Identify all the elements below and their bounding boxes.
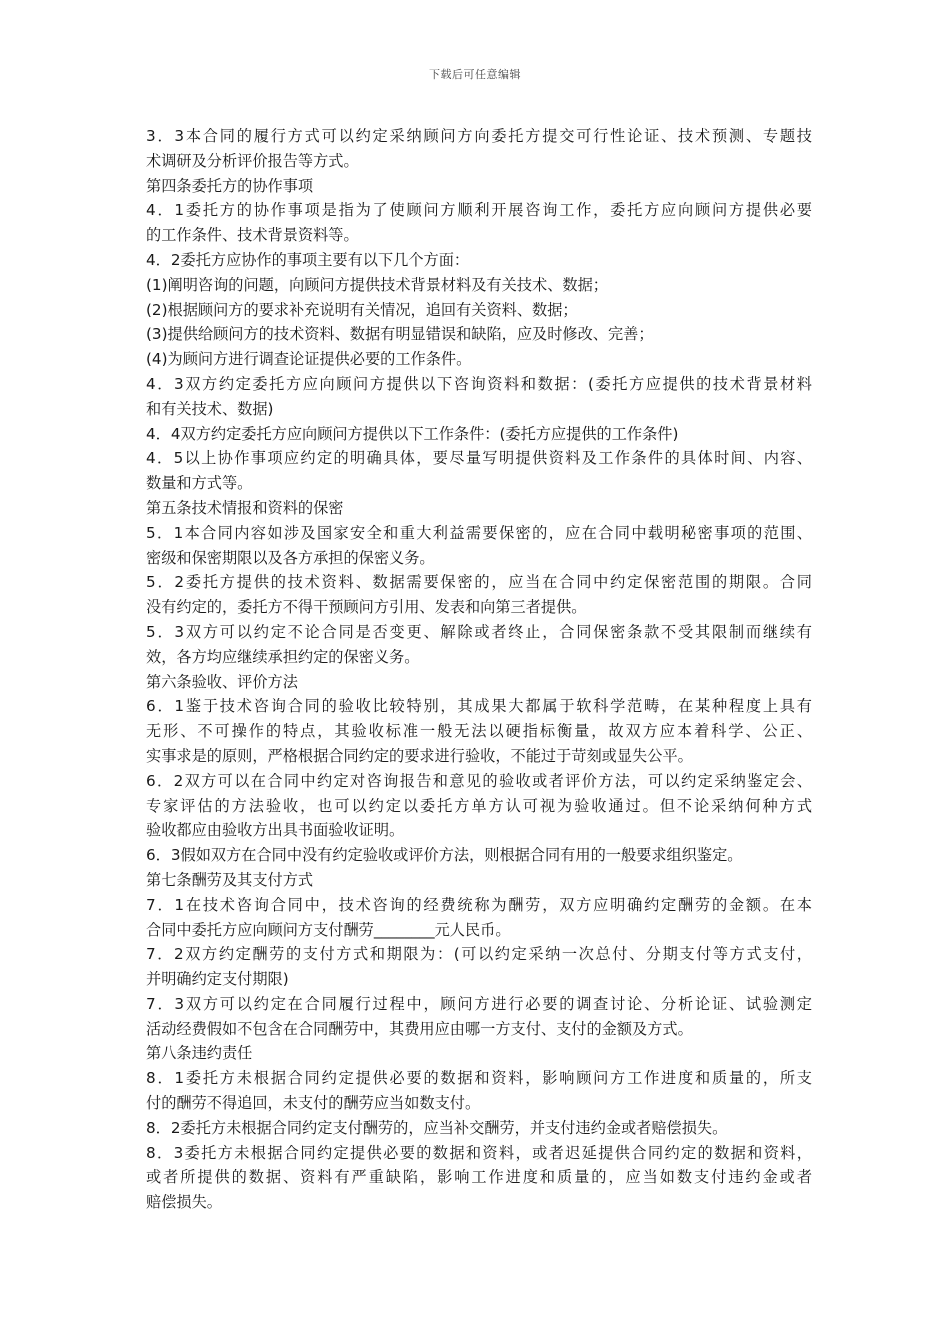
text-line: 6．2双方可以在合同中约定对咨询报告和意见的验收或者评价方法，可以约定采纳鉴定会、 <box>146 771 812 790</box>
text-line: 实事求是的原则，严格根据合同约定的要求进行验收，不能过于苛刻或显失公平。 <box>146 746 693 765</box>
document-body <box>146 124 812 1215</box>
text-line: 8．2委托方未根据合同约定支付酬劳的，应当补交酬劳，并支付违约金或者赔偿损失。 <box>146 1118 728 1137</box>
text-line: (2)根据顾问方的要求补充说明有关情况，追回有关资料、数据； <box>146 300 578 319</box>
text-line: 或者所提供的数据、资料有严重缺陷，影响工作进度和质量的，应当如数支付违约金或者 <box>146 1168 812 1187</box>
text-line: 6．1鉴于技术咨询合同的验收比较特别，其成果大都属于软科学范畴，在某种程度上具有 <box>146 697 812 716</box>
text-line: 4．2委托方应协作的事项主要有以下几个方面： <box>146 250 470 269</box>
text-line: 和有关技术、数据) <box>146 399 274 418</box>
page-header: 下载后可任意编辑 <box>429 68 521 81</box>
text-line: 5．3双方可以约定不论合同是否变更、解除或者终止，合同保密条款不受其限制而继续有 <box>146 622 812 641</box>
text-line: 第七条酬劳及其支付方式 <box>146 870 314 889</box>
text-line: 4．5以上协作事项应约定的明确具体，要尽量写明提供资料及工作条件的具体时间、内容、 <box>146 449 812 468</box>
text-line: 第六条验收、评价方法 <box>146 672 298 691</box>
text-line: 8．1委托方未根据合同约定提供必要的数据和资料，影响顾问方工作进度和质量的，所支 <box>146 1069 812 1088</box>
text-line: 专家评估的方法验收，也可以约定以委托方单方认可视为验收通过。但不论采纳何种方式 <box>146 796 812 815</box>
text-line: 活动经费假如不包含在合同酬劳中，其费用应由哪一方支付、支付的金额及方式。 <box>146 1019 693 1038</box>
text-line: 5．2委托方提供的技术资料、数据需要保密的，应当在合同中约定保密范围的期限。合同 <box>146 573 812 592</box>
text-line: 7．3双方可以约定在合同履行过程中，顾问方进行必要的调查讨论、分析论证、试验测定 <box>146 994 812 1013</box>
text-line: 付的酬劳不得追回，未支付的酬劳应当如数支付。 <box>146 1094 481 1113</box>
text-line: 第五条技术情报和资料的保密 <box>146 498 344 517</box>
text-line: 并明确约定支付期限) <box>146 970 289 989</box>
text-line: 4．1委托方的协作事项是指为了使顾问方顺利开展咨询工作，委托方应向顾问方提供必要 <box>146 201 812 220</box>
text-line: 无形、不可操作的特点，其验收标准一般无法以硬指标衡量，故双方应本着科学、公正、 <box>146 722 812 741</box>
text-line: 3．3本合同的履行方式可以约定采纳顾问方向委托方提交可行性论证、技术预测、专题技 <box>146 127 812 145</box>
text-line: 第八条违约责任 <box>146 1044 253 1063</box>
text-line: 没有约定的，委托方不得干预顾问方引用、发表和向第三者提供。 <box>146 598 587 617</box>
text-line: (3)提供给顾问方的技术资料、数据有明显错误和缺陷，应及时修改、完善； <box>146 325 654 344</box>
text-line: 术调研及分析评价报告等方式。 <box>146 151 359 170</box>
text-line: 的工作条件、技术背景资料等。 <box>146 226 359 245</box>
text-line: 密级和保密期限以及各方承担的保密义务。 <box>146 548 435 567</box>
text-line: 5．1本合同内容如涉及国家安全和重大利益需要保密的，应在合同中载明秘密事项的范围、 <box>146 523 812 542</box>
text-line: 合同中委托方应向顾问方支付酬劳________元人民币。 <box>146 920 511 939</box>
text-line: 4．3双方约定委托方应向顾问方提供以下咨询资料和数据：(委托方应提供的技术背景材料 <box>146 374 812 393</box>
text-line: 7．1在技术咨询合同中，技术咨询的经费统称为酬劳，双方应明确约定酬劳的金额。在本 <box>146 895 812 914</box>
text-line: 7．2双方约定酬劳的支付方式和期限为：(可以约定采纳一次总付、分期支付等方式支付， <box>146 945 812 964</box>
text-line: (1)阐明咨询的问题，向顾问方提供技术背景材料及有关技术、数据； <box>146 275 608 294</box>
text-line: 验收都应由验收方出具书面验收证明。 <box>146 821 405 840</box>
text-line: 4．4双方约定委托方应向顾问方提供以下工作条件：(委托方应提供的工作条件) <box>146 424 679 443</box>
text-line: 8．3委托方未根据合同约定提供必要的数据和资料，或者迟延提供合同约定的数据和资料， <box>146 1143 812 1162</box>
text-line: 数量和方式等。 <box>146 474 253 493</box>
text-line: 第四条委托方的协作事项 <box>146 176 314 195</box>
text-line: 赔偿损失。 <box>146 1193 222 1212</box>
text-line: 6．3假如双方在合同中没有约定验收或评价方法，则根据合同有用的一般要求组织鉴定。 <box>146 846 743 865</box>
text-line: 效，各方均应继续承担约定的保密义务。 <box>146 647 420 666</box>
text-line: (4)为顾问方进行调查论证提供必要的工作条件。 <box>146 350 472 369</box>
